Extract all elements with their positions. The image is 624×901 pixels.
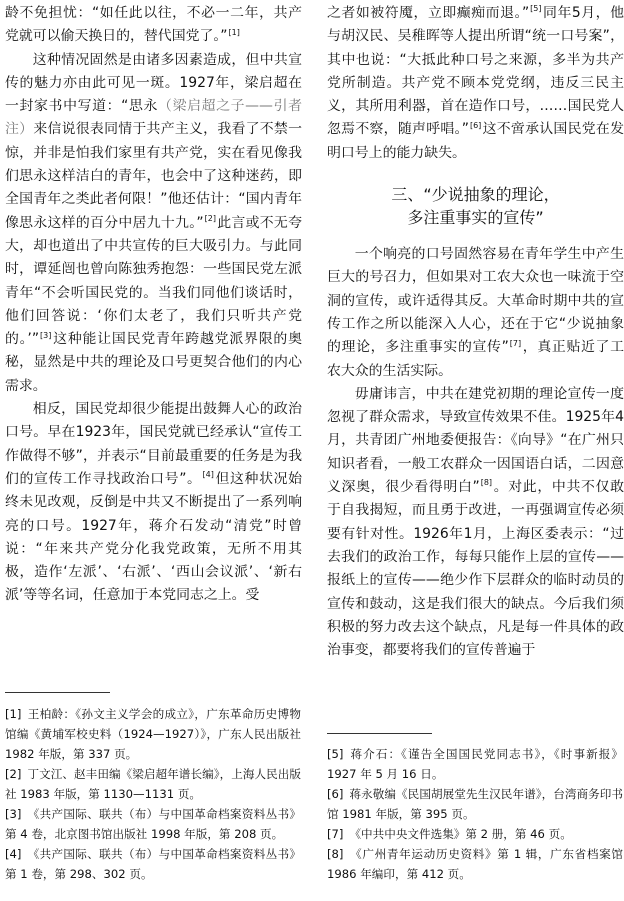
footnote-ref[interactable]: [6]	[469, 120, 482, 130]
footnote-divider	[327, 733, 432, 734]
footnote-divider	[5, 692, 110, 693]
footnote-ref[interactable]: [2]	[204, 214, 216, 224]
paragraph: 龄不免担忧：“如任此以往，不必一二年，共产党就可以偷天换日的，替代国党了。”[1]	[5, 5, 302, 45]
right-footnotes	[327, 744, 623, 884]
footnote: [4] 《共产国际、联共（布）与中国革命档案资料丛书》第 1 卷，第 298、302 页。	[5, 847, 301, 881]
right-column	[327, 2, 624, 662]
paragraph: 相反，国民党却很少能提出鼓舞人心的政治口号。早在1923年，国民党就已经承认“宣传工作做得不够”，并表示“目前最重要的任务是为我们的宣传工作寻找政治口号”。[4]但这种状况始终未见改观，反倒是中共又不断提出了一系列响亮的口号。1927年，蒋介石发动“清党”时曾说：“年来共产党分化我党政策，无所不用其极，造作‘左派’、‘右派’、‘西山会议派’、‘新右派’等等名词，任意加于本党同志之上。受	[5, 401, 302, 604]
footnote: [1] 王柏龄：《孙文主义学会的成立》，广东革命历史博物馆编《黄埔军校史料（1924—1927）》，广东人民出版社 1982 年版，第 337 页。	[5, 707, 301, 761]
footnote: [2] 丁文江、赵丰田编《梁启超年谱长编》，上海人民出版社 1983 年版，第 1130—1131 页。	[5, 767, 301, 801]
paragraph: 之者如被符魇，立即癫痴而退。”[5]同年5月，他与胡汉民、吴稚晖等人提出所谓“统一口号案”，其中也说：“大抵此种口号之来源，多半为共产党所制造。共产党不顾本党党纲，违反三民主义，其所用利器，首在造作口号，……国民党人忽焉不察，随声呼唱。”[6]这不啻承认国民党在发明口号上的能力缺失。	[327, 4, 624, 161]
footnote-ref[interactable]: [3]	[40, 330, 52, 340]
footnote-ref[interactable]: [1]	[228, 27, 240, 37]
footnote-ref[interactable]: [8]	[480, 478, 493, 488]
paragraph: 一个响亮的口号固然容易在青年学生中产生巨大的号召力，但如果对工农大众也一味流于空洞的宣传，或许适得其反。大革命时期中共的宣传工作之所以能深入人心，还在于它“少说抽象的理论，多注重事实的宣传”[7]，真正贴近了工农大众的生活实际。	[327, 246, 624, 379]
editor-note: （梁启超之子——引者注）	[5, 98, 302, 138]
footnote: [6] 蒋永敬编《民国胡展堂先生汉民年谱》，台湾商务印书馆 1981 年版，第 395 页。	[327, 787, 623, 821]
left-column	[5, 2, 302, 608]
footnote-ref[interactable]: [7]	[509, 338, 522, 348]
footnote: [7] 《中共中央文件选集》第 2 册，第 46 页。	[327, 827, 572, 841]
section-heading: 三、“少说抽象的理论， 多注重事实的宣传”	[391, 185, 560, 228]
footnote: [8] 《广州青年运动历史资料》第 1 辑，广东省档案馆 1986 年编印，第 412 页。	[327, 847, 623, 881]
left-footnotes	[5, 704, 301, 884]
footnote: [5] 蒋介石：《谨告全国国民党同志书》，《时事新报》1927 年 5 月 16 日。	[327, 747, 623, 781]
footnote-ref[interactable]: [5]	[530, 4, 542, 14]
footnote-ref[interactable]: [4]	[202, 470, 214, 480]
paragraph: 毋庸讳言，中共在建党初期的理论宣传一度忽视了群众需求，导致宣传效果不佳。1925年4月，共青团广州地委便报告：《向导》“在广州只知识者看，一般工农群众一因国语白话，二因意义深奥，很少看得明白”[8]。对此，中共不仅敢于自我揭短，而且勇于改进，一再强调宣传必须要有针对性。1926年1月，上海区委表示：“过去我们的政治工作，每每只能作上层的宣传——报纸上的宣传——绝少作下层群众的临时动员的宣传和鼓动，这是我们很大的缺点。今后我们须积极的努力改去这个缺点，凡是每一件具体的政治事变，都要将我们的宣传普遍于	[327, 385, 624, 659]
paragraph: 这种情况固然是由诸多因素造成，但中共宣传的魅力亦由此可见一斑。1927年，梁启超在一封家书中写道：“思永（梁启超之子——引者注）来信说很表同情于共产主义，我看了不禁一惊，并非是怕我们家里有共产党，实在看见像我们思永这样洁白的青年，也会中了这种迷药，即全国青年之类此者何限！”他还估计：“国内青年像思永这样的百分中居九十九。”[2]此言或不无夸大，却也道出了中共宣传的巨大吸引力。与此同时，谭延闿也曾向陈独秀抱怨：一些国民党左派青年“不会听国民党的。当我们同他们谈话时，他们回答说：‘你们太老了，我们只听共产党的。’”[3]这种能让国民党青年跨越党派界限的奥秘，显然是中共的理论及口号更契合他们的内心需求。	[5, 51, 302, 394]
footnote: [3] 《共产国际、联共（布）与中国革命档案资料丛书》第 4 卷，北京图书馆出版社 1998 年版，第 208 页。	[5, 807, 301, 841]
